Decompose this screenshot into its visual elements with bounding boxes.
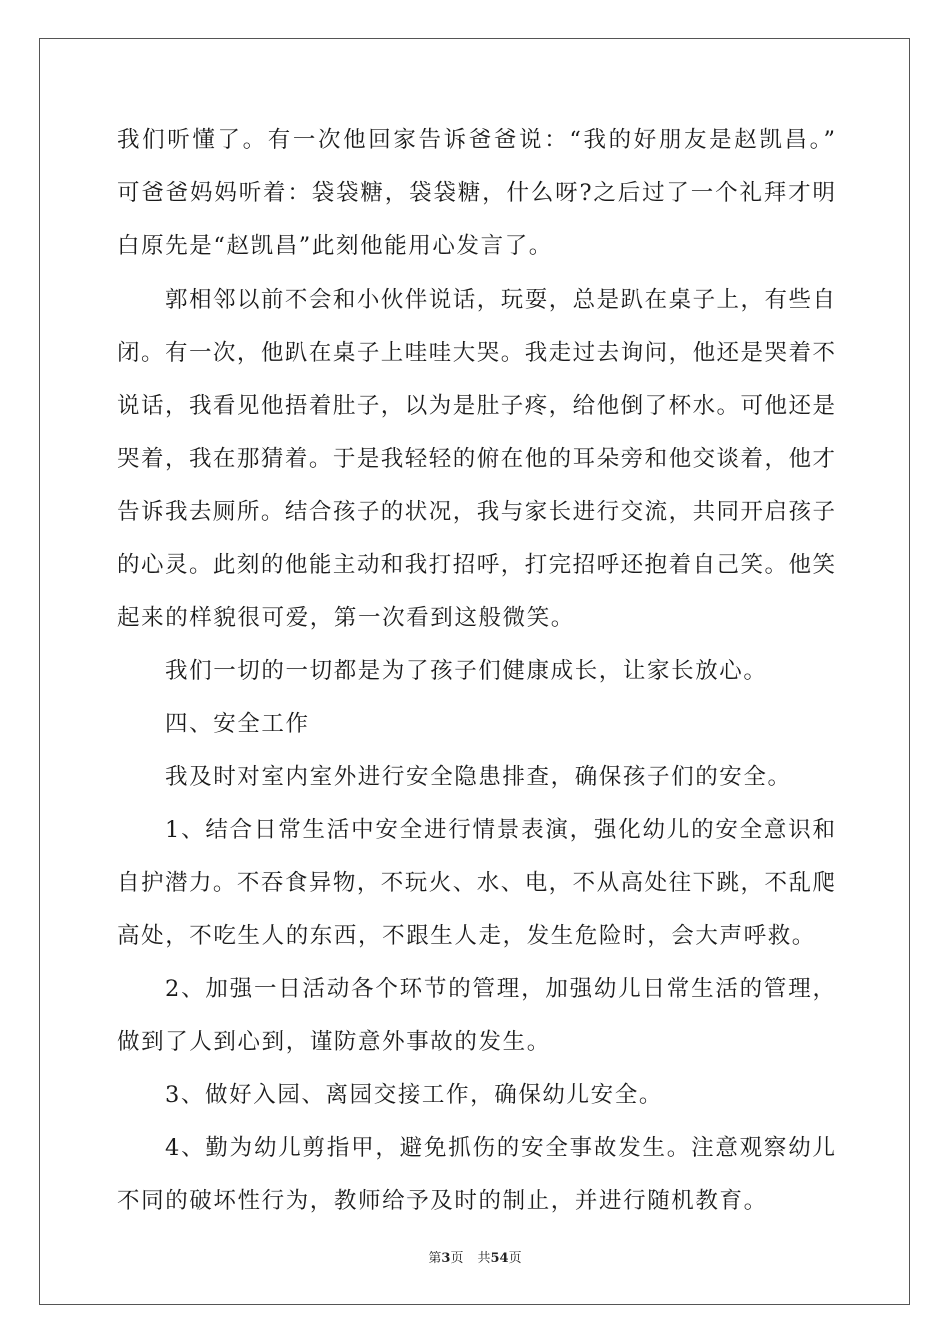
paragraph-line: 可爸爸妈妈听着：袋袋糖，袋袋糖，什么呀?之后过了一个礼拜才明 (117, 180, 835, 206)
total-label-suffix: 页 (508, 1251, 522, 1266)
page-number: 3 (441, 1251, 451, 1266)
paragraph-line: 我们一切的一切都是为了孩子们健康成长，让家长放心。 (165, 658, 768, 684)
paragraph-line: 告诉我去厕所。结合孩子的状况，我与家长进行交流，共同开启孩子 (117, 499, 835, 525)
list-item-line: 不同的破坏性行为，教师给予及时的制止，并进行随机教育。 (117, 1188, 768, 1214)
page-label-suffix: 页 (450, 1251, 464, 1266)
paragraph-line: 我们听懂了。有一次他回家告诉爸爸说：“我的好朋友是赵凯昌。” (117, 127, 835, 153)
page-label-prefix: 第 (428, 1251, 442, 1266)
paragraph-line: 郭相邻以前不会和小伙伴说话，玩耍，总是趴在桌子上，有些自 (165, 287, 835, 313)
paragraph-line: 的心灵。此刻的他能主动和我打招呼，打完招呼还抱着自己笑。他笑 (117, 552, 835, 578)
paragraph-line: 我及时对室内室外进行安全隐患排查，确保孩子们的安全。 (165, 764, 792, 790)
total-label-prefix: 共 (477, 1251, 491, 1266)
list-item-line: 自护潜力。不吞食异物，不玩火、水、电，不从高处往下跳，不乱爬 (117, 870, 835, 896)
section-heading: 四、安全工作 (165, 711, 310, 737)
list-item-line: 1、结合日常生活中安全进行情景表演，强化幼儿的安全意识和 (165, 817, 835, 843)
list-item-line: 做到了人到心到，谨防意外事故的发生。 (117, 1029, 551, 1055)
list-item-line: 4、勤为幼儿剪指甲，避免抓伤的安全事故发生。注意观察幼儿 (165, 1135, 835, 1161)
paragraph-line: 闭。有一次，他趴在桌子上哇哇大哭。我走过去询问，他还是哭着不 (117, 340, 835, 366)
list-item-line: 高处，不吃生人的东西，不跟生人走，发生危险时，会大声呼救。 (117, 923, 816, 949)
paragraph-line: 白原先是“赵凯昌”此刻他能用心发言了。 (117, 233, 553, 259)
paragraph-line: 哭着，我在那猜着。于是我轻轻的俯在他的耳朵旁和他交谈着，他才 (117, 446, 835, 472)
list-item-line: 2、加强一日活动各个环节的管理，加强幼儿日常生活的管理， (165, 976, 835, 1002)
page-footer (0, 1247, 950, 1266)
paragraph-line: 起来的样貌很可爱，第一次看到这般微笑。 (117, 605, 575, 631)
paragraph-line: 说话，我看见他捂着肚子，以为是肚子疼，给他倒了杯水。可他还是 (117, 393, 835, 419)
total-pages: 54 (490, 1251, 509, 1266)
list-item-line: 3、做好入园、离园交接工作，确保幼儿安全。 (165, 1082, 663, 1108)
